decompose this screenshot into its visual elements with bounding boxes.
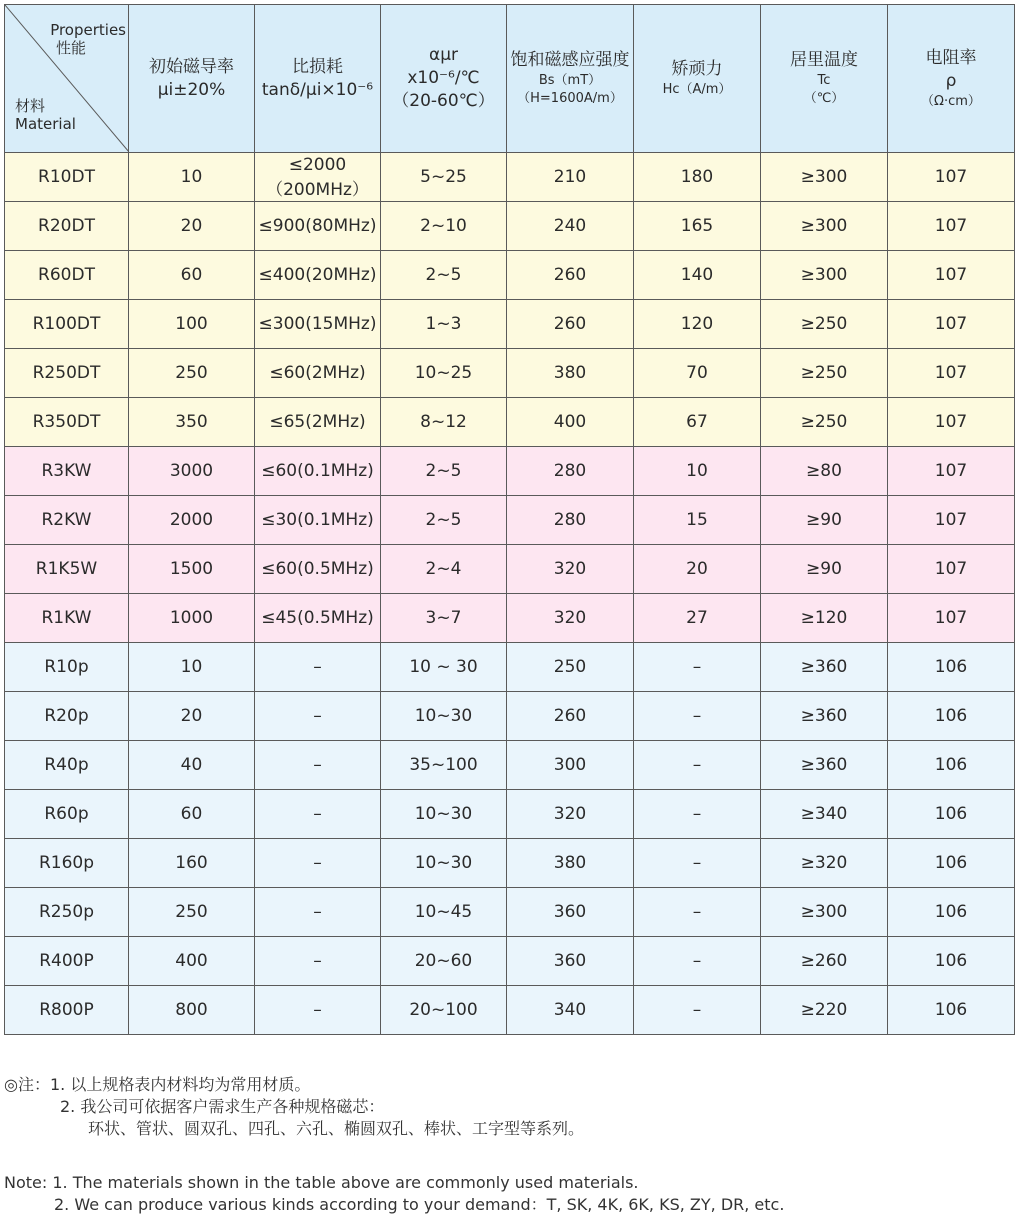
bs-cell: 320 — [507, 594, 634, 643]
material-cell: R20DT — [5, 202, 129, 251]
hc-cell: – — [634, 937, 761, 986]
header-temp-coefficient: αμr x10⁻⁶/℃ （20-60℃） — [381, 5, 507, 153]
temp-coef-cell: 2~5 — [381, 496, 507, 545]
tc-cell: ≥360 — [761, 692, 888, 741]
tc-cell: ≥300 — [761, 888, 888, 937]
bs-cell: 280 — [507, 496, 634, 545]
tc-cell: ≥320 — [761, 839, 888, 888]
header-initial-permeability: 初始磁导率 μi±20% — [129, 5, 255, 153]
bs-cell: 340 — [507, 986, 634, 1035]
material-cell: R1KW — [5, 594, 129, 643]
header-coercivity: 矫顽力 Hc（A/m） — [634, 5, 761, 153]
permeability-cell: 60 — [129, 251, 255, 300]
header-curie-temp: 居里温度 Tc （℃） — [761, 5, 888, 153]
material-cell: R40p — [5, 741, 129, 790]
temp-coef-cell: 35~100 — [381, 741, 507, 790]
loss-cell: – — [255, 643, 381, 692]
loss-cell: ≤60(0.1MHz) — [255, 447, 381, 496]
table-row — [5, 447, 1015, 496]
tc-cell: ≥250 — [761, 349, 888, 398]
notes-cn — [4, 1074, 1014, 1140]
rho-cell: 107 — [888, 447, 1015, 496]
loss-cell: – — [255, 790, 381, 839]
rho-cell: 106 — [888, 643, 1015, 692]
table-row — [5, 594, 1015, 643]
table-row — [5, 790, 1015, 839]
loss-cell: ≤45(0.5MHz) — [255, 594, 381, 643]
hc-cell: – — [634, 741, 761, 790]
table-row — [5, 496, 1015, 545]
rho-cell: 106 — [888, 888, 1015, 937]
bs-cell: 380 — [507, 349, 634, 398]
header-row — [5, 5, 1015, 153]
table-row — [5, 937, 1015, 986]
hc-cell: – — [634, 692, 761, 741]
hc-cell: – — [634, 790, 761, 839]
table-row — [5, 888, 1015, 937]
rho-cell: 107 — [888, 349, 1015, 398]
permeability-cell: 400 — [129, 937, 255, 986]
permeability-cell: 250 — [129, 888, 255, 937]
rho-cell: 106 — [888, 692, 1015, 741]
material-cell: R60DT — [5, 251, 129, 300]
rho-cell: 107 — [888, 398, 1015, 447]
table-row — [5, 153, 1015, 202]
temp-coef-cell: 10 ~ 30 — [381, 643, 507, 692]
tc-cell: ≥300 — [761, 251, 888, 300]
permeability-cell: 2000 — [129, 496, 255, 545]
material-cell: R20p — [5, 692, 129, 741]
loss-cell: ≤60(0.5MHz) — [255, 545, 381, 594]
rho-cell: 106 — [888, 741, 1015, 790]
hc-cell: – — [634, 888, 761, 937]
bs-cell: 300 — [507, 741, 634, 790]
corner-material — [15, 97, 76, 135]
note-cn-3: 环状、管状、圆双孔、四孔、六孔、椭圆双孔、棒状、工字型等系列。 — [88, 1119, 585, 1138]
permeability-cell: 60 — [129, 790, 255, 839]
tc-cell: ≥300 — [761, 153, 888, 202]
rho-cell: 106 — [888, 937, 1015, 986]
rho-cell: 106 — [888, 986, 1015, 1035]
hc-cell: 140 — [634, 251, 761, 300]
permeability-cell: 250 — [129, 349, 255, 398]
hc-cell: 10 — [634, 447, 761, 496]
hc-cell: – — [634, 839, 761, 888]
rho-cell: 107 — [888, 153, 1015, 202]
permeability-cell: 100 — [129, 300, 255, 349]
permeability-cell: 800 — [129, 986, 255, 1035]
hc-cell: – — [634, 643, 761, 692]
bs-cell: 260 — [507, 300, 634, 349]
temp-coef-cell: 20~60 — [381, 937, 507, 986]
note-en-2: 2. We can produce various kinds according to your demand：T, SK, 4K, 6K, KS, ZY, DR, etc. — [54, 1195, 785, 1214]
temp-coef-cell: 2~5 — [381, 447, 507, 496]
permeability-cell: 160 — [129, 839, 255, 888]
material-cell: R800P — [5, 986, 129, 1035]
table-body — [5, 153, 1015, 1035]
loss-cell: – — [255, 888, 381, 937]
bs-cell: 210 — [507, 153, 634, 202]
corner-properties — [50, 21, 126, 57]
material-cell: R250DT — [5, 349, 129, 398]
permeability-cell: 3000 — [129, 447, 255, 496]
header-loss-factor: 比损耗 tanδ/μi×10⁻⁶ — [255, 5, 381, 153]
table-row — [5, 300, 1015, 349]
bs-cell: 250 — [507, 643, 634, 692]
table-row — [5, 545, 1015, 594]
temp-coef-cell: 10~30 — [381, 839, 507, 888]
bs-cell: 360 — [507, 937, 634, 986]
permeability-cell: 1000 — [129, 594, 255, 643]
temp-coef-cell: 2~5 — [381, 251, 507, 300]
header-saturation-flux: 饱和磁感应强度 Bs（mT） （H=1600A/m） — [507, 5, 634, 153]
material-cell: R10DT — [5, 153, 129, 202]
permeability-cell: 10 — [129, 643, 255, 692]
permeability-cell: 1500 — [129, 545, 255, 594]
hc-cell: 120 — [634, 300, 761, 349]
material-cell: R400P — [5, 937, 129, 986]
rho-cell: 106 — [888, 839, 1015, 888]
hc-cell: 70 — [634, 349, 761, 398]
loss-cell: – — [255, 692, 381, 741]
rho-cell: 107 — [888, 545, 1015, 594]
temp-coef-cell: 10~30 — [381, 790, 507, 839]
permeability-cell: 40 — [129, 741, 255, 790]
loss-cell: ≤30(0.1MHz) — [255, 496, 381, 545]
tc-cell: ≥220 — [761, 986, 888, 1035]
rho-cell: 107 — [888, 300, 1015, 349]
hc-cell: – — [634, 986, 761, 1035]
tc-cell: ≥250 — [761, 398, 888, 447]
permeability-cell: 350 — [129, 398, 255, 447]
loss-cell: – — [255, 937, 381, 986]
table-row — [5, 692, 1015, 741]
bs-cell: 320 — [507, 545, 634, 594]
temp-coef-cell: 10~45 — [381, 888, 507, 937]
notes-en — [4, 1172, 1014, 1216]
material-cell: R3KW — [5, 447, 129, 496]
bs-cell: 380 — [507, 839, 634, 888]
loss-cell: ≤300(15MHz) — [255, 300, 381, 349]
bs-cell: 320 — [507, 790, 634, 839]
tc-cell: ≥80 — [761, 447, 888, 496]
hc-cell: 67 — [634, 398, 761, 447]
table-row — [5, 349, 1015, 398]
temp-coef-cell: 1~3 — [381, 300, 507, 349]
table-row — [5, 741, 1015, 790]
properties-en-label: Properties — [50, 21, 126, 39]
tc-cell: ≥340 — [761, 790, 888, 839]
hc-cell: 180 — [634, 153, 761, 202]
loss-cell: ≤900(80MHz) — [255, 202, 381, 251]
loss-cell: ≤65(2MHz) — [255, 398, 381, 447]
note-cn-1: ◎注：1. 以上规格表内材料均为常用材质。 — [4, 1075, 311, 1094]
tc-cell: ≥90 — [761, 496, 888, 545]
temp-coef-cell: 3~7 — [381, 594, 507, 643]
material-cell: R60p — [5, 790, 129, 839]
temp-coef-cell: 10~25 — [381, 349, 507, 398]
permeability-cell: 10 — [129, 153, 255, 202]
bs-cell: 260 — [507, 692, 634, 741]
temp-coef-cell: 8~12 — [381, 398, 507, 447]
material-cell: R2KW — [5, 496, 129, 545]
material-cell: R160p — [5, 839, 129, 888]
material-cell: R1K5W — [5, 545, 129, 594]
rho-cell: 106 — [888, 790, 1015, 839]
rho-cell: 107 — [888, 251, 1015, 300]
loss-cell: – — [255, 741, 381, 790]
table-row — [5, 643, 1015, 692]
bs-cell: 360 — [507, 888, 634, 937]
table-row — [5, 398, 1015, 447]
material-cell: R100DT — [5, 300, 129, 349]
permeability-cell: 20 — [129, 692, 255, 741]
loss-cell: ≤2000（200MHz） — [255, 153, 381, 202]
hc-cell: 15 — [634, 496, 761, 545]
loss-cell: – — [255, 986, 381, 1035]
permeability-cell: 20 — [129, 202, 255, 251]
rho-cell: 107 — [888, 202, 1015, 251]
bs-cell: 400 — [507, 398, 634, 447]
header-resistivity: 电阻率 ρ （Ω·cm） — [888, 5, 1015, 153]
loss-cell: ≤400(20MHz) — [255, 251, 381, 300]
hc-cell: 20 — [634, 545, 761, 594]
note-en-1: Note: 1. The materials shown in the table above are commonly used materials. — [4, 1173, 639, 1192]
tc-cell: ≥260 — [761, 937, 888, 986]
temp-coef-cell: 10~30 — [381, 692, 507, 741]
material-cell: R350DT — [5, 398, 129, 447]
bs-cell: 280 — [507, 447, 634, 496]
tc-cell: ≥90 — [761, 545, 888, 594]
temp-coef-cell: 20~100 — [381, 986, 507, 1035]
material-cn-label: 材料 — [15, 96, 46, 115]
temp-coef-cell: 5~25 — [381, 153, 507, 202]
table-row — [5, 202, 1015, 251]
temp-coef-cell: 2~10 — [381, 202, 507, 251]
properties-cn-label: 性能 — [55, 39, 86, 57]
rho-cell: 107 — [888, 594, 1015, 643]
material-cell: R10p — [5, 643, 129, 692]
tc-cell: ≥250 — [761, 300, 888, 349]
table-row — [5, 251, 1015, 300]
bs-cell: 240 — [507, 202, 634, 251]
hc-cell: 165 — [634, 202, 761, 251]
spec-table — [4, 4, 1015, 1035]
tc-cell: ≥300 — [761, 202, 888, 251]
table-row — [5, 986, 1015, 1035]
tc-cell: ≥360 — [761, 741, 888, 790]
loss-cell: ≤60(2MHz) — [255, 349, 381, 398]
temp-coef-cell: 2~4 — [381, 545, 507, 594]
tc-cell: ≥360 — [761, 643, 888, 692]
loss-cell: – — [255, 839, 381, 888]
header-corner-cell — [5, 5, 129, 153]
bs-cell: 260 — [507, 251, 634, 300]
tc-cell: ≥120 — [761, 594, 888, 643]
rho-cell: 107 — [888, 496, 1015, 545]
material-cell: R250p — [5, 888, 129, 937]
material-en-label: Material — [15, 115, 76, 134]
note-cn-2: 2. 我公司可依据客户需求生产各种规格磁芯： — [60, 1097, 385, 1116]
table-row — [5, 839, 1015, 888]
hc-cell: 27 — [634, 594, 761, 643]
